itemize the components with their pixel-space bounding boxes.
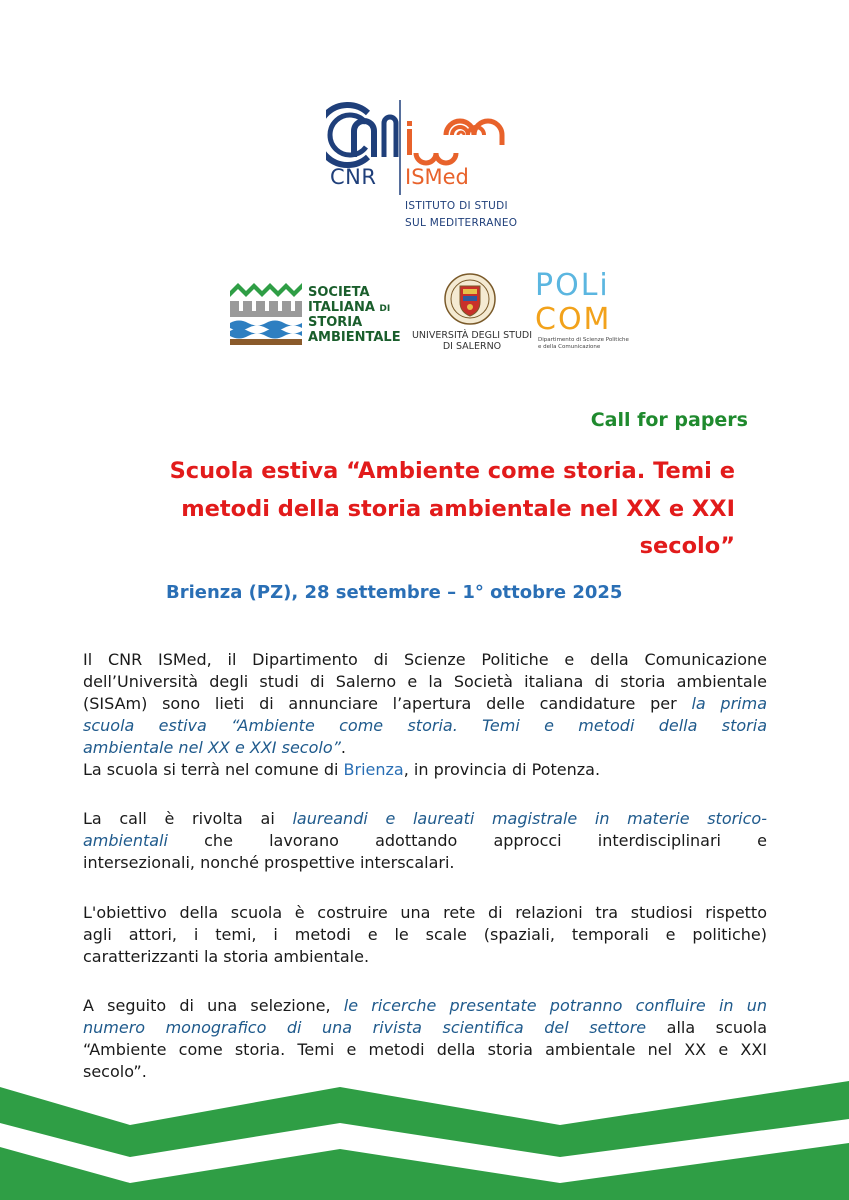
policom-subtitle-line-2: e della Comunicazione bbox=[538, 344, 601, 350]
paragraph-1-line-4: scuola estiva “Ambiente come storia. Temi e metodi della storia bbox=[83, 716, 767, 735]
paragraph-1-line-3: (SISAm) sono lieti di annunciare l’apertura delle candidature per la prima bbox=[83, 694, 767, 713]
ismed-logo-text: ISMed bbox=[405, 165, 469, 189]
university-name-line-1: UNIVERSITÀ DEGLI STUDI bbox=[411, 330, 533, 341]
call-for-papers-heading: Call for papers bbox=[590, 409, 748, 431]
title-line-2: metodi della storia ambientale nel XX e XXI bbox=[181, 496, 735, 522]
sisam-logo-graphic bbox=[230, 283, 302, 345]
ismed-subtitle-line-2: SUL MEDITERRANEO bbox=[405, 217, 518, 229]
sisam-text-line-2: ITALIANA DI bbox=[308, 300, 391, 315]
paragraph-4-line-2: numero monografico di una rivista scientifica del settore alla scuola bbox=[83, 1018, 767, 1037]
paragraph-2-line-1: La call è rivolta ai laureandi e laureati magistrale in materie storico- bbox=[83, 809, 767, 828]
paragraph-4-line-3: “Ambiente come storia. Temi e metodi della storia ambientale nel XX e XXI bbox=[83, 1040, 767, 1059]
paragraph-3-line-1: L'obiettivo della scuola è costruire una rete di relazioni tra studiosi rispetto bbox=[83, 903, 767, 922]
university-name-line-2: DI SALERNO bbox=[442, 341, 502, 352]
paragraph-4-line-4: secolo”. bbox=[83, 1062, 147, 1081]
footer-wave-decoration bbox=[0, 1075, 849, 1200]
cnr-logo-text: CNR bbox=[330, 165, 377, 189]
sisam-text-line-3: STORIA bbox=[308, 315, 363, 330]
paragraph-2-line-3: intersezionali, nonché prospettive interscalari. bbox=[83, 853, 455, 872]
policom-subtitle-line-1: Dipartimento di Scienze Politiche bbox=[538, 337, 629, 343]
event-date-location: Brienza (PZ), 28 settembre – 1° ottobre 2025 bbox=[166, 582, 623, 603]
policom-logo-line-2: COM bbox=[535, 302, 612, 337]
paragraph-1-line-6: La scuola si terrà nel comune di Brienza, in provincia di Potenza. bbox=[83, 760, 601, 779]
paragraph-2-line-2: ambientali che lavorano adottando approcci interdisciplinari e bbox=[83, 831, 767, 850]
paragraph-4-line-1: A seguito di una selezione, le ricerche presentate potranno confluire in un bbox=[83, 996, 768, 1015]
paragraph-3-line-3: caratterizzanti la storia ambientale. bbox=[83, 947, 370, 966]
sisam-text-line-4: AMBIENTALE bbox=[308, 330, 401, 345]
title-line-1: Scuola estiva “Ambiente come storia. Temi e bbox=[169, 458, 735, 484]
university-seal-icon bbox=[444, 272, 496, 326]
ismed-subtitle-line-1: ISTITUTO DI STUDI bbox=[405, 200, 508, 212]
sisam-text-line-1: SOCIETA bbox=[308, 285, 370, 300]
paragraph-1-line-1: Il CNR ISMed, il Dipartimento di Scienze Politiche e della Comunicazione bbox=[83, 650, 767, 669]
paragraph-1-line-5: ambientale nel XX e XXI secolo”. bbox=[83, 738, 346, 757]
paragraph-1-line-2: dell’Università degli studi di Salerno e la Società italiana di storia ambientale bbox=[83, 672, 767, 691]
paragraph-3-line-2: agli attori, i temi, i metodi e le scale (spaziali, temporali e politiche) bbox=[83, 925, 767, 944]
policom-logo-line-1: POLi bbox=[535, 268, 610, 303]
title-line-3: secolo” bbox=[639, 533, 735, 559]
